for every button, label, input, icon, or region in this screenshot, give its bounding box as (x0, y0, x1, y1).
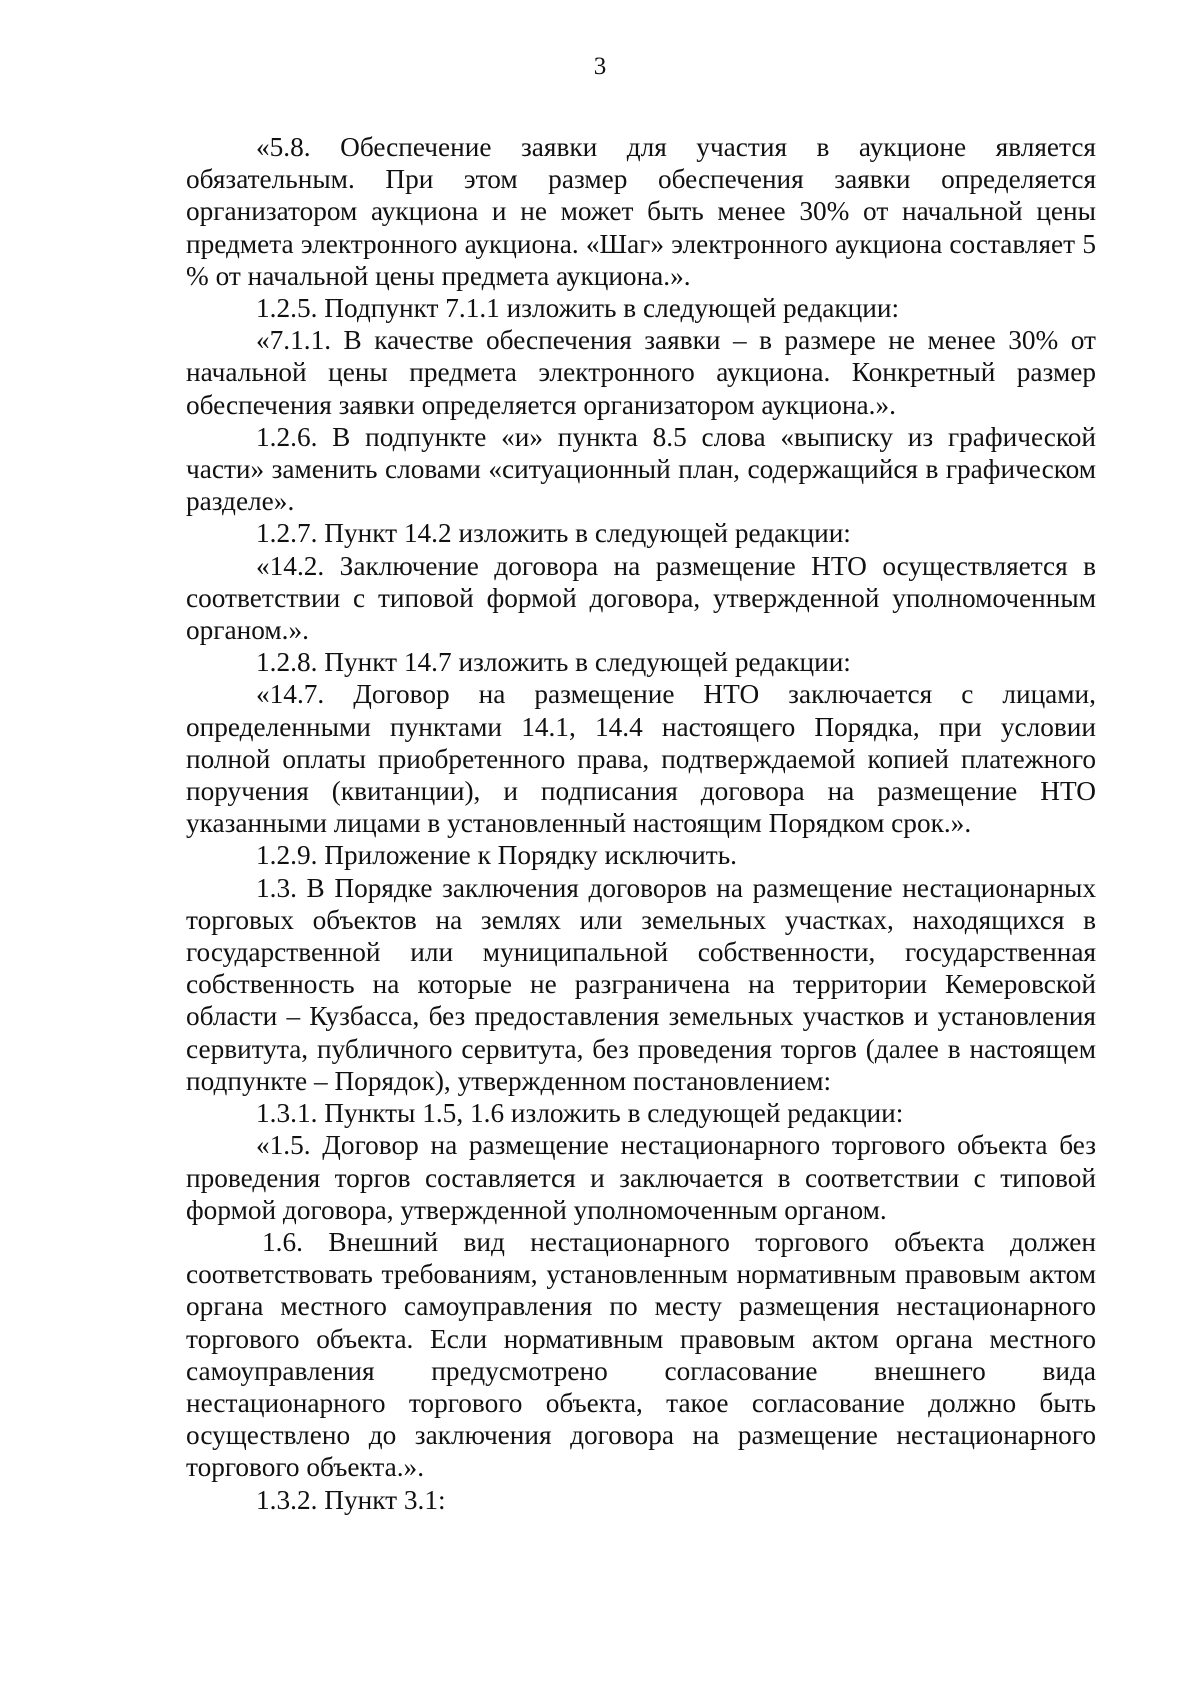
paragraph-5-8: «5.8. Обеспечение заявки для участия в аукционе является обязательным. При этом размер обеспечения заявки определяется организатором аукциона и не может быть менее 30% от начальной цены предмета электронного аукциона. «Шаг» электронного аукциона составляет 5 % от начальной цены предмета аукциона.». (186, 132, 1096, 291)
paragraph-1-2-5: 1.2.5. Подпункт 7.1.1 изложить в следующей редакции: (256, 293, 900, 324)
paragraph-1-2-8: 1.2.8. Пункт 14.7 изложить в следующей редакции: (256, 647, 851, 678)
paragraph-1-2-6: 1.2.6. В подпункте «и» пункта 8.5 слова «выписку из графической части» заменить словами «ситуационный план, содержащийся в графическом разделе». (186, 421, 1096, 517)
paragraph-1-5: «1.5. Договор на размещение нестационарного торгового объекта без проведения торгов составляется и заключается в соответствии с типовой формой договора, утвержденной уполномоченным органом. (186, 1130, 1096, 1225)
paragraph-14-2: «14.2. Заключение договора на размещение НТО осуществляется в соответствии с типовой формой договора, утвержденной уполномоченным органом.». (186, 550, 1096, 646)
paragraph-7-1-1: «7.1.1. В качестве обеспечения заявки – в размере не менее 30% от начальной цены предмета электронного аукциона. Конкретный размер обеспечения заявки определяется организатором аукциона.». (186, 325, 1096, 420)
paragraph-1-3-2: 1.3.2. Пункт 3.1: (256, 1484, 446, 1515)
paragraph-14-7: «14.7. Договор на размещение НТО заключается с лицами, определенными пунктами 14.1, 14.4 настоящего Порядка, при условии полной оплаты приобретенного права, подтверждаемой копией платежного поручения (квитанции), и подписания договора на размещение НТО указанными лицами в установленный настоящим Порядком срок.». (186, 679, 1096, 839)
paragraph-1-3-1: 1.3.1. Пункты 1.5, 1.6 изложить в следующей редакции: (256, 1098, 904, 1129)
paragraph-1-2-7: 1.2.7. Пункт 14.2 изложить в следующей редакции: (256, 518, 851, 549)
paragraph-1-6: 1.6. Внешний вид нестационарного торгового объекта должен соответствовать требованиям, установленным нормативным правовым актом органа местного самоуправления по месту размещения нестационарного торгового объекта. Если нормативным правовым актом органа местного самоуправления предусмотрено согласование внешнего вида нестационарного торгового объекта, такое согласование должно быть осуществлено до заключения договора на размещение нестационарного торгового объекта.». (186, 1226, 1096, 1483)
paragraph-1-2-9: 1.2.9. Приложение к Порядку исключить. (256, 840, 737, 871)
document-body (186, 131, 1096, 1516)
page-number: 3 (593, 53, 607, 80)
paragraph-1-3: 1.3. В Порядке заключения договоров на размещение нестационарных торговых объектов на землях или земельных участках, находящихся в государственной или муниципальной собственности, государственная собственность на которые не разграничена на территории Кемеровской области – Кузбасса, без предоставления земельных участков и установления сервитута, публичного сервитута, без проведения торгов (далее в настоящем подпункте – Порядок), утвержденном постановлением: (186, 872, 1096, 1096)
